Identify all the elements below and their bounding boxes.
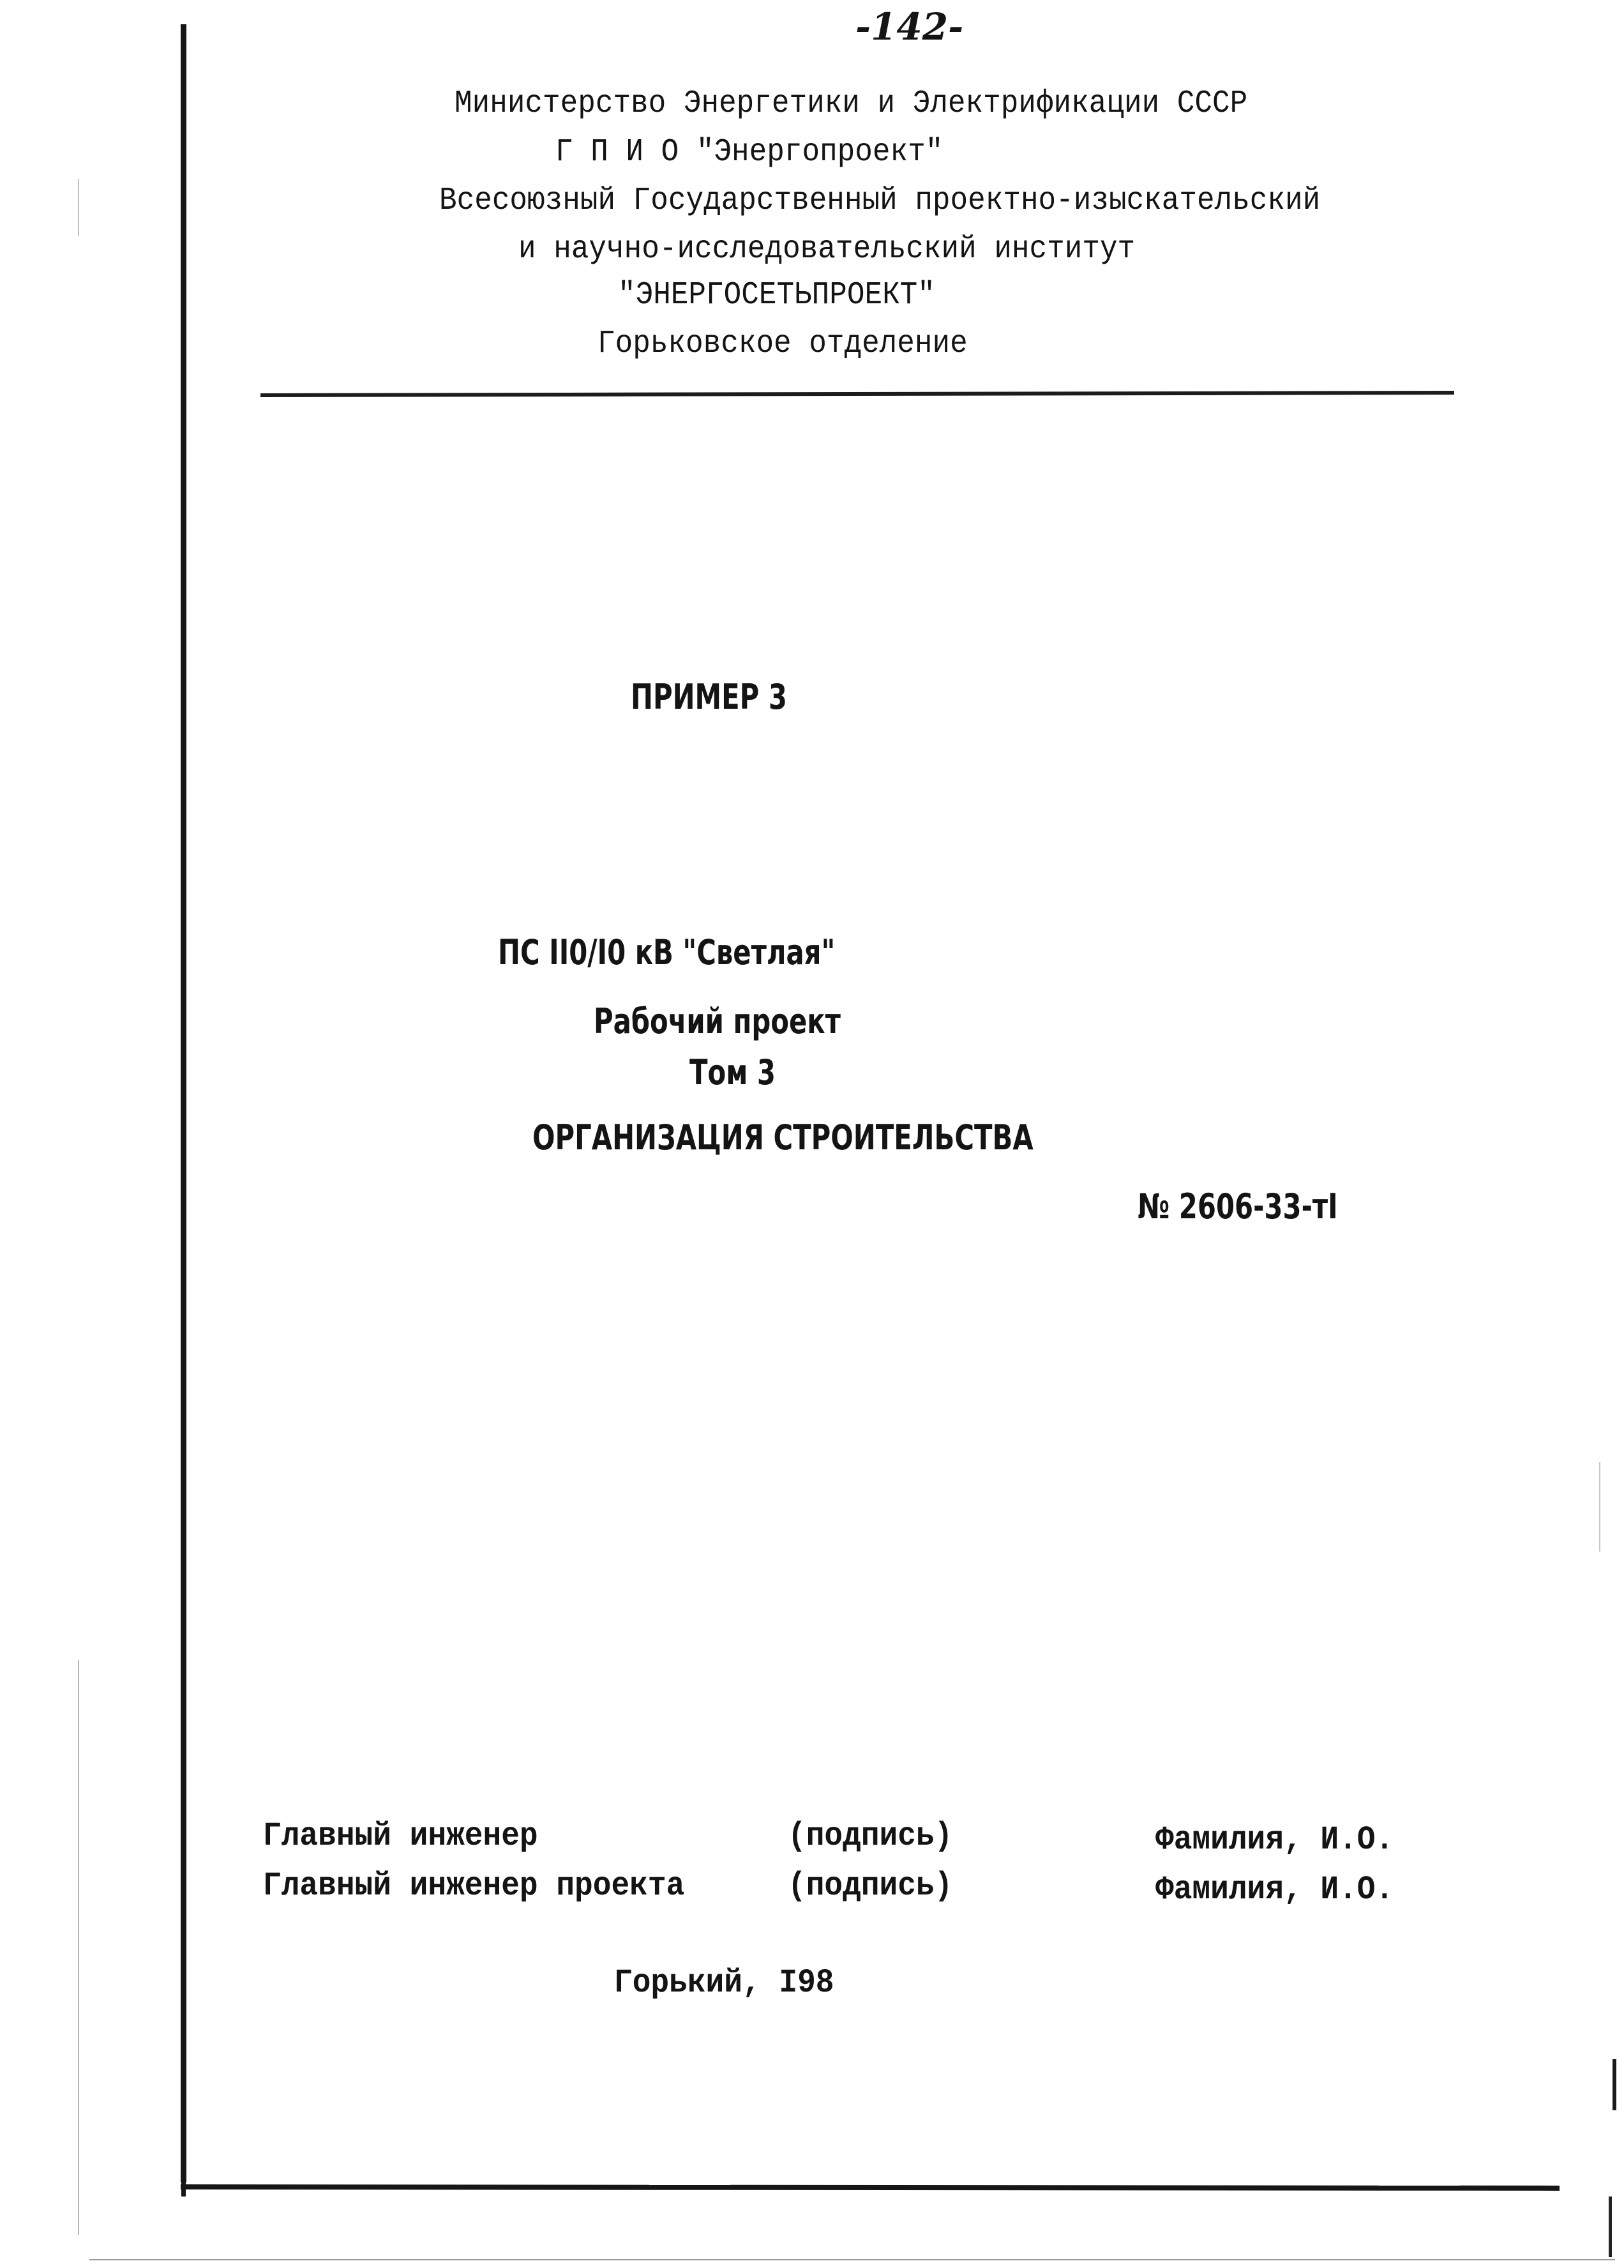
project-type: Рабочий проект [594, 1001, 841, 1041]
document-number: № 2606-33-тI [1138, 1186, 1338, 1227]
header-institute-line2: и научно-исследовательский институт [518, 231, 1136, 268]
frame-bottom-border [181, 2184, 1560, 2191]
frame-left-border-lower [181, 2030, 186, 2196]
scan-right-ghost-line [1599, 1462, 1600, 1552]
volume-label: Том 3 [689, 1052, 776, 1092]
signature-name: Фамилия, И.О. [1155, 1821, 1394, 1859]
example-label: ПРИМЕР 3 [631, 677, 787, 717]
scan-left-margin-line [78, 1660, 79, 2235]
header-institute-line1: Всесоюзный Государственный проектно-изыскательский [439, 183, 1321, 219]
project-subject: ОРГАНИЗАЦИЯ СТРОИТЕЛЬСТВА [532, 1117, 1034, 1158]
header-ministry: Министерство Энергетики и Электрификации СССР [455, 86, 1248, 122]
city-year: Горький, I98 [614, 1964, 834, 2002]
header-institute-name: "ЭНЕРГОСЕТЬПРОЕКТ" [618, 277, 935, 314]
header-divider [260, 391, 1454, 397]
signature-placeholder: (подпись) [788, 1867, 953, 1905]
scan-left-margin-line-top [78, 179, 79, 236]
signature-role: Главный инженер проекта [263, 1867, 685, 1905]
header-gpio: Г П И О "Энергопроект" [555, 134, 944, 170]
signature-name: Фамилия, И.О. [1155, 1871, 1394, 1909]
page-number: -142- [855, 5, 964, 49]
substation-title: ПС II0/I0 кВ "Светлая" [498, 932, 836, 972]
signature-placeholder: (подпись) [788, 1817, 953, 1855]
frame-left-border [181, 24, 186, 2182]
header-branch: Горьковское отделение [598, 326, 968, 362]
right-edge-mark-lower [1609, 2196, 1612, 2257]
signature-role: Главный инженер [263, 1817, 538, 1855]
scan-bottom-edge [89, 2259, 1615, 2260]
right-edge-mark [1613, 2059, 1616, 2110]
